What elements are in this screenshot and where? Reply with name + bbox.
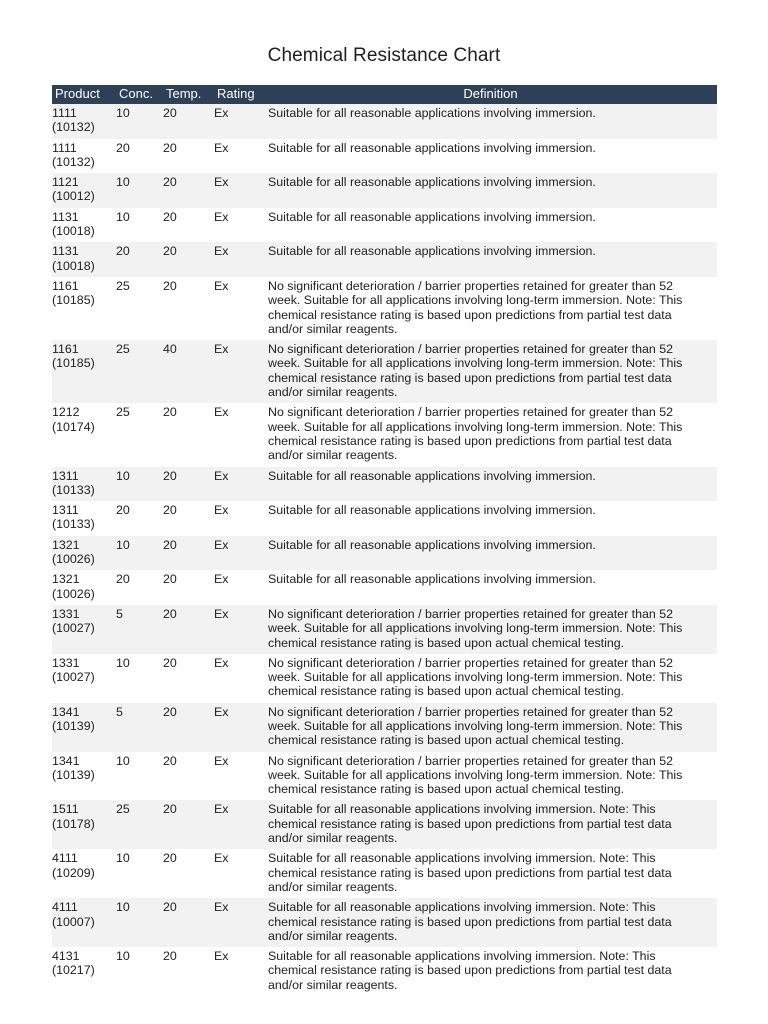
temp-cell: 20 [163, 173, 214, 208]
rating-cell: Ex [214, 536, 264, 571]
temp-cell: 20 [163, 654, 214, 703]
product-id: (10026) [52, 552, 95, 567]
table-row [52, 501, 717, 536]
page-title: Chemical Resistance Chart [267, 45, 501, 66]
conc-cell: 10 [116, 947, 163, 996]
table-row [52, 570, 717, 605]
table-row [52, 800, 717, 849]
definition-cell: Suitable for all reasonable applications involving immersion. [264, 501, 717, 536]
definition-cell: Suitable for all reasonable applications involving immersion. Note: This chemical resistance rating is based upon predictions from partial test data and/or similar reagents. [264, 800, 717, 849]
product-code: 1341 [52, 704, 80, 719]
temp-cell: 20 [163, 403, 214, 466]
product-code: 4111 [52, 851, 78, 866]
rating-cell: Ex [214, 570, 264, 605]
product-code: 1311 [52, 503, 79, 518]
conc-cell: 20 [116, 570, 163, 605]
table-row [52, 898, 717, 947]
rating-cell: Ex [214, 654, 264, 703]
product-id: (10133) [52, 482, 95, 497]
product-cell [52, 403, 116, 466]
temp-cell: 20 [163, 208, 214, 243]
rating-cell: Ex [214, 403, 264, 466]
product-cell [52, 849, 116, 898]
product-code: 1212 [52, 405, 80, 420]
product-cell [52, 173, 116, 208]
definition-cell: No significant deterioration / barrier properties retained for greater than 52 week. Suitable for all applications involving long-term immersion. Note: This chemical resistance rating is based upon predictions from partial test data and/or similar reagents. [264, 277, 717, 340]
table-row [52, 467, 717, 502]
table-row [52, 104, 717, 139]
product-cell [52, 340, 116, 403]
definition-cell: No significant deterioration / barrier properties retained for greater than 52 week. Suitable for all applications involving long-term immersion. Note: This chemical resistance rating is based upon predictions from partial test data and/or similar reagents. [264, 340, 717, 403]
product-id: (10132) [52, 120, 95, 135]
product-cell [52, 104, 116, 139]
header-product: Product [52, 85, 116, 104]
rating-cell: Ex [214, 277, 264, 340]
product-cell [52, 536, 116, 571]
product-id: (10007) [52, 914, 95, 929]
chemical-resistance-table [52, 85, 717, 996]
product-code: 1131 [52, 244, 79, 259]
product-cell [52, 570, 116, 605]
product-cell [52, 605, 116, 654]
product-cell [52, 242, 116, 277]
definition-cell: Suitable for all reasonable applications involving immersion. [264, 139, 717, 174]
temp-cell: 20 [163, 800, 214, 849]
table-header-row [52, 85, 717, 104]
product-id: (10132) [52, 154, 95, 169]
product-code: 1331 [52, 606, 80, 621]
conc-cell: 10 [116, 467, 163, 502]
temp-cell: 20 [163, 536, 214, 571]
table-row [52, 654, 717, 703]
table-row [52, 403, 717, 466]
definition-cell: No significant deterioration / barrier properties retained for greater than 52 week. Suitable for all applications involving long-term immersion. Note: This chemical resistance rating is based upon actual chemical testing. [264, 703, 717, 752]
product-code: 4111 [52, 900, 78, 915]
rating-cell: Ex [214, 340, 264, 403]
definition-cell: No significant deterioration / barrier properties retained for greater than 52 week. Suitable for all applications involving long-term immersion. Note: This chemical resistance rating is based upon predictions from partial test data and/or similar reagents. [264, 403, 717, 466]
rating-cell: Ex [214, 173, 264, 208]
temp-cell: 20 [163, 752, 214, 801]
product-code: 1161 [52, 342, 79, 357]
rating-cell: Ex [214, 139, 264, 174]
table-row [52, 139, 717, 174]
temp-cell: 20 [163, 277, 214, 340]
product-code: 1311 [52, 468, 79, 483]
rating-cell: Ex [214, 605, 264, 654]
product-code: 1321 [52, 537, 80, 552]
conc-cell: 25 [116, 403, 163, 466]
product-id: (10217) [52, 963, 95, 978]
table-row [52, 340, 717, 403]
product-code: 1331 [52, 655, 80, 670]
definition-cell: Suitable for all reasonable applications involving immersion. [264, 208, 717, 243]
header-conc: Conc. [116, 85, 163, 104]
product-code: 4131 [52, 949, 80, 964]
table-row [52, 242, 717, 277]
product-id: (10018) [52, 258, 95, 273]
conc-cell: 5 [116, 605, 163, 654]
definition-cell: Suitable for all reasonable applications involving immersion. [264, 173, 717, 208]
header-rating: Rating [214, 85, 264, 104]
product-code: 1511 [52, 802, 79, 817]
product-id: (10027) [52, 621, 95, 636]
temp-cell: 20 [163, 849, 214, 898]
temp-cell: 20 [163, 104, 214, 139]
conc-cell: 10 [116, 104, 163, 139]
table-row [52, 173, 717, 208]
product-id: (10018) [52, 224, 95, 239]
rating-cell: Ex [214, 849, 264, 898]
product-cell [52, 467, 116, 502]
product-cell [52, 139, 116, 174]
definition-cell: Suitable for all reasonable applications involving immersion. Note: This chemical resistance rating is based upon predictions from partial test data and/or similar reagents. [264, 947, 717, 996]
product-code: 1111 [52, 140, 77, 155]
conc-cell: 20 [116, 242, 163, 277]
table-row [52, 208, 717, 243]
conc-cell: 10 [116, 536, 163, 571]
product-cell [52, 501, 116, 536]
table-row [52, 277, 717, 340]
product-code: 1161 [52, 278, 79, 293]
product-code: 1321 [52, 572, 80, 587]
rating-cell: Ex [214, 501, 264, 536]
header-temp: Temp. [163, 85, 214, 104]
temp-cell: 20 [163, 139, 214, 174]
rating-cell: Ex [214, 104, 264, 139]
temp-cell: 20 [163, 570, 214, 605]
temp-cell: 20 [163, 242, 214, 277]
rating-cell: Ex [214, 703, 264, 752]
definition-cell: Suitable for all reasonable applications involving immersion. Note: This chemical resistance rating is based upon predictions from partial test data and/or similar reagents. [264, 898, 717, 947]
product-cell [52, 654, 116, 703]
product-id: (10133) [52, 517, 95, 532]
conc-cell: 10 [116, 849, 163, 898]
definition-cell: Suitable for all reasonable applications involving immersion. [264, 570, 717, 605]
rating-cell: Ex [214, 208, 264, 243]
definition-cell: Suitable for all reasonable applications involving immersion. [264, 536, 717, 571]
rating-cell: Ex [214, 242, 264, 277]
product-id: (10139) [52, 718, 95, 733]
table-row [52, 703, 717, 752]
table-row [52, 947, 717, 996]
rating-cell: Ex [214, 800, 264, 849]
product-cell [52, 208, 116, 243]
product-cell [52, 752, 116, 801]
conc-cell: 10 [116, 752, 163, 801]
conc-cell: 10 [116, 654, 163, 703]
rating-cell: Ex [214, 898, 264, 947]
definition-cell: No significant deterioration / barrier properties retained for greater than 52 week. Suitable for all applications involving long-term immersion. Note: This chemical resistance rating is based upon actual chemical testing. [264, 752, 717, 801]
table-body [52, 104, 717, 996]
definition-cell: Suitable for all reasonable applications involving immersion. [264, 467, 717, 502]
product-id: (10012) [52, 189, 95, 204]
rating-cell: Ex [214, 467, 264, 502]
product-cell [52, 898, 116, 947]
header-definition: Definition [264, 85, 717, 104]
conc-cell: 10 [116, 898, 163, 947]
product-code: 1111 [52, 106, 77, 120]
product-code: 1341 [52, 753, 80, 768]
conc-cell: 10 [116, 208, 163, 243]
product-id: (10185) [52, 293, 95, 308]
rating-cell: Ex [214, 752, 264, 801]
product-cell [52, 703, 116, 752]
definition-cell: Suitable for all reasonable applications involving immersion. Note: This chemical resistance rating is based upon predictions from partial test data and/or similar reagents. [264, 849, 717, 898]
rating-cell: Ex [214, 947, 264, 996]
temp-cell: 20 [163, 898, 214, 947]
temp-cell: 20 [163, 605, 214, 654]
table-row [52, 752, 717, 801]
product-id: (10178) [52, 816, 95, 831]
product-code: 1131 [52, 209, 79, 224]
definition-cell: Suitable for all reasonable applications involving immersion. [264, 104, 717, 139]
product-id: (10026) [52, 586, 95, 601]
product-cell [52, 947, 116, 996]
conc-cell: 20 [116, 501, 163, 536]
table-row [52, 849, 717, 898]
definition-cell: No significant deterioration / barrier properties retained for greater than 52 week. Suitable for all applications involving long-term immersion. Note: This chemical resistance rating is based upon actual chemical testing. [264, 605, 717, 654]
conc-cell: 25 [116, 800, 163, 849]
conc-cell: 10 [116, 173, 163, 208]
definition-cell: No significant deterioration / barrier properties retained for greater than 52 week. Suitable for all applications involving long-term immersion. Note: This chemical resistance rating is based upon actual chemical testing. [264, 654, 717, 703]
product-cell [52, 277, 116, 340]
temp-cell: 20 [163, 467, 214, 502]
product-id: (10209) [52, 865, 95, 880]
product-id: (10174) [52, 419, 95, 434]
table-row [52, 605, 717, 654]
temp-cell: 20 [163, 703, 214, 752]
table-row [52, 536, 717, 571]
definition-cell: Suitable for all reasonable applications involving immersion. [264, 242, 717, 277]
conc-cell: 25 [116, 277, 163, 340]
conc-cell: 20 [116, 139, 163, 174]
conc-cell: 5 [116, 703, 163, 752]
temp-cell: 20 [163, 947, 214, 996]
product-code: 1121 [52, 175, 79, 190]
product-cell [52, 800, 116, 849]
product-id: (10139) [52, 767, 95, 782]
temp-cell: 40 [163, 340, 214, 403]
product-id: (10027) [52, 670, 95, 685]
product-id: (10185) [52, 356, 95, 371]
temp-cell: 20 [163, 501, 214, 536]
conc-cell: 25 [116, 340, 163, 403]
